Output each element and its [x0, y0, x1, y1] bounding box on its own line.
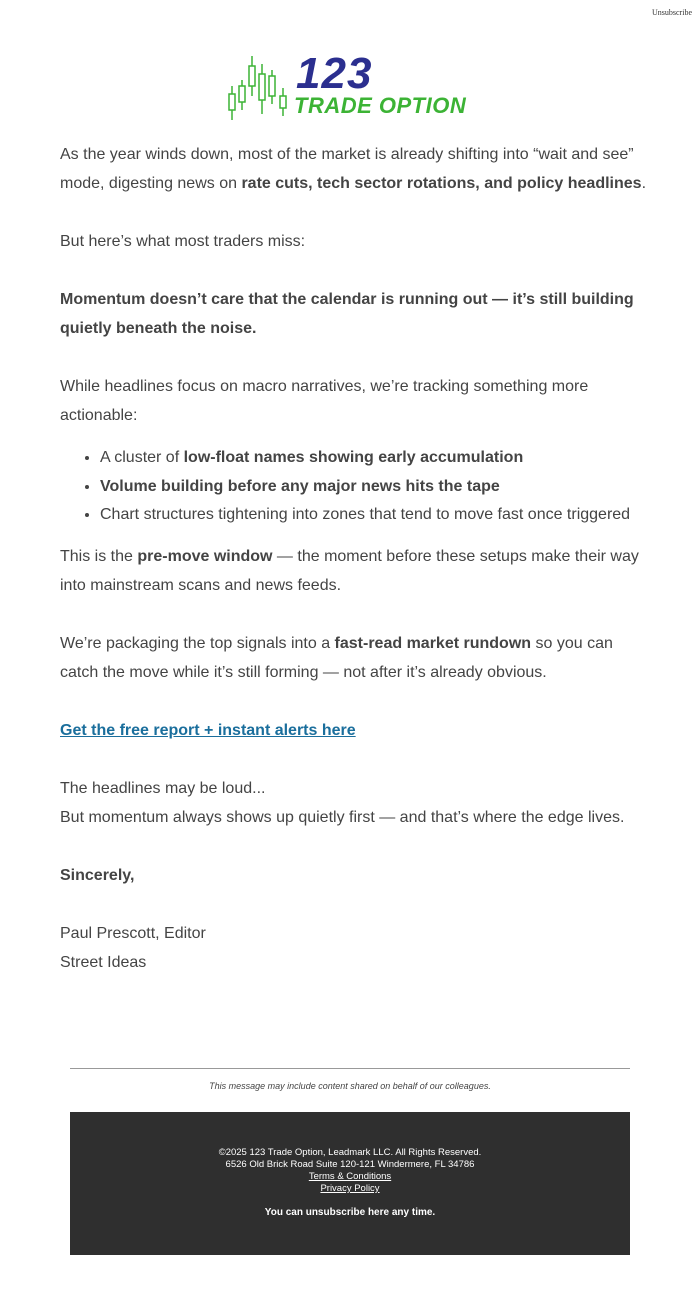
list-item: [100, 444, 650, 473]
tracking-paragraph: While headlines focus on macro narratives, we’re tracking something more actionable:: [60, 378, 589, 424]
list-item-bold: Volume building before any major news hits the tape: [100, 477, 500, 495]
intro-text: As the year winds down, most of the market is already shifting into “wait and see” mode, digesting news on: [60, 146, 634, 192]
terms-link[interactable]: Terms & Conditions: [308, 1171, 392, 1182]
window-paragraph: [60, 542, 650, 600]
signoff-text: Sincerely,: [60, 866, 135, 884]
rundown-bold: fast-read market rundown: [334, 634, 532, 652]
signature-name: Paul Prescott, Editor: [60, 924, 206, 942]
footer: [70, 1112, 630, 1255]
email-body: [60, 140, 650, 1006]
list-item-text: Chart structures tightening into zones that tend to move fast once triggered: [100, 506, 631, 523]
list-item: [100, 473, 650, 502]
free-report-link[interactable]: Get the free report + instant alerts here: [60, 721, 356, 739]
hook-paragraph: But here’s what most traders miss:: [60, 233, 306, 250]
logo-number: 123: [296, 49, 373, 98]
closing-paragraph: [60, 774, 650, 832]
window-text: This is the: [60, 547, 138, 565]
footer-divider: [70, 1068, 630, 1069]
signature: [60, 919, 650, 977]
closing-line-2: But momentum always shows up quietly first — and that’s where the edge lives.: [60, 808, 625, 826]
unsubscribe-link[interactable]: Unsubscribe: [652, 8, 692, 17]
address-text: 6526 Old Brick Road Suite 120-121 Windermere, FL 34786: [225, 1159, 475, 1170]
momentum-bold: Momentum doesn’t care that the calendar is running out — it’s still building quietly beneath the noise.: [60, 291, 634, 337]
intro-paragraph: [60, 140, 650, 198]
rundown-end: so you can catch the move while it’s still forming — not after it’s already obvious.: [60, 634, 613, 681]
logo-wordmark: TRADE OPTION: [294, 93, 467, 118]
list-item-bold: low-float names showing early accumulation: [183, 449, 524, 466]
signoff: [60, 861, 650, 890]
window-end: — the moment before these setups make their way into mainstream scans and news feeds.: [60, 547, 639, 594]
privacy-link[interactable]: Privacy Policy: [320, 1183, 380, 1194]
brand-logo: [226, 49, 476, 122]
momentum-paragraph: [60, 285, 650, 343]
copyright-text: ©2025 123 Trade Option, Leadmark LLC. All Rights Reserved.: [218, 1147, 482, 1158]
rundown-text: We’re packaging the top signals into a: [60, 634, 335, 652]
list-item: [100, 501, 650, 530]
signature-publication: Street Ideas: [60, 953, 147, 971]
closing-line-1: The headlines may be loud...: [60, 779, 266, 797]
intro-end: .: [641, 175, 647, 192]
list-item-text: A cluster of: [100, 449, 184, 466]
signal-list: [60, 444, 650, 530]
intro-bold: rate cuts, tech sector rotations, and policy headlines: [241, 175, 642, 192]
rundown-paragraph: [60, 629, 650, 687]
candlestick-chart-icon: [226, 54, 294, 122]
cta-paragraph: [60, 716, 650, 745]
disclaimer-text: This message may include content shared on behalf of our colleagues.: [209, 1081, 491, 1091]
window-bold: pre-move window: [137, 547, 273, 565]
footer-unsubscribe-text[interactable]: You can unsubscribe here any time.: [264, 1207, 436, 1218]
